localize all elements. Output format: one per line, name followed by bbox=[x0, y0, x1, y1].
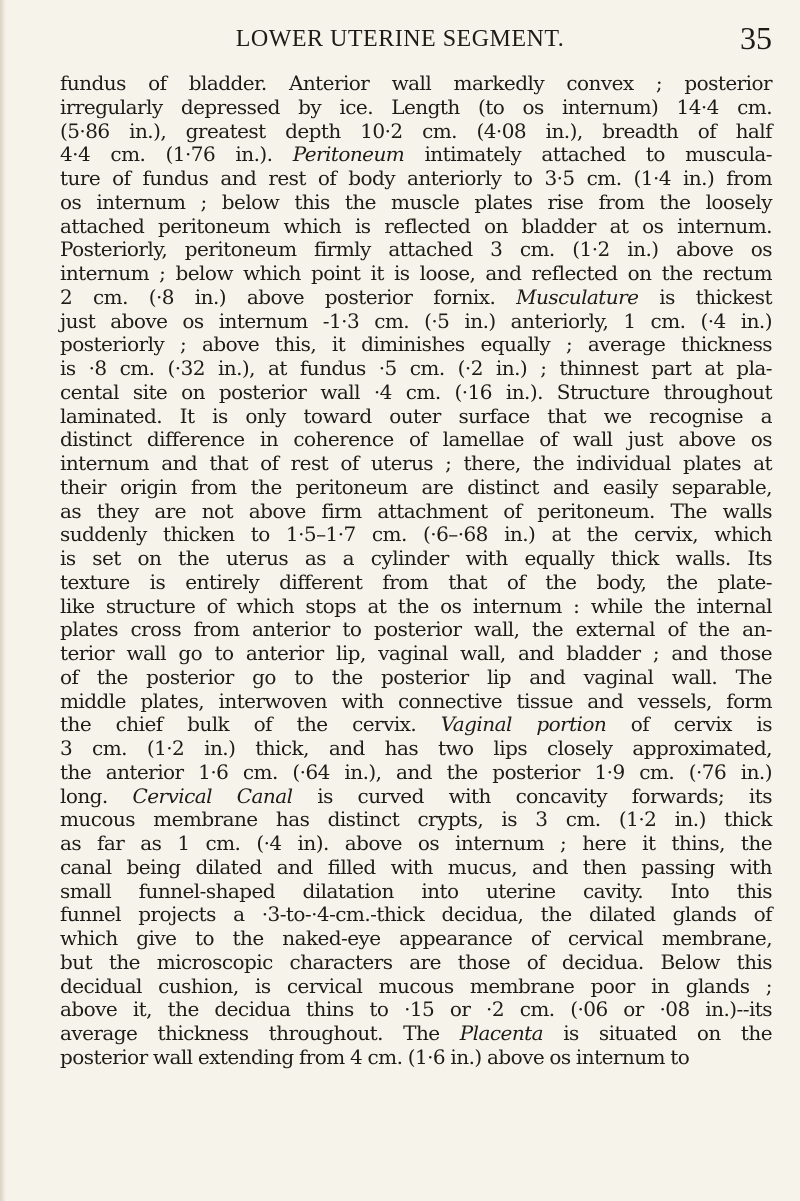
text-line bbox=[60, 523, 772, 547]
text-run: 4·4 cm. (1·76 in.). bbox=[60, 142, 293, 167]
text-run: internum and that of rest of uterus ; there, the individual plates at bbox=[60, 451, 772, 475]
text-run: above it, the decidua thins to ·15 or ·2 cm. (·06 or ·08 in.)--its bbox=[60, 997, 772, 1022]
text-run: posterior wall extending from 4 cm. (1·6 in.) above os internum to bbox=[60, 1044, 690, 1069]
text-run: is thickest bbox=[638, 284, 773, 309]
text-line bbox=[60, 96, 772, 120]
text-run: is curved with concavity forwards; its bbox=[292, 783, 772, 808]
text-run: texture is entirely different from that of the body, the plate- bbox=[60, 569, 772, 594]
text-run: distinct difference in coherence of lamellae of wall just above os bbox=[60, 427, 772, 452]
italic-term: Peritoneum bbox=[292, 142, 405, 167]
text-line bbox=[60, 642, 772, 666]
text-run: just above os internum -1·3 cm. (·5 in.) anteriorly, 1 cm. (·4 in.) bbox=[60, 308, 772, 333]
text-line bbox=[60, 975, 772, 999]
text-run: canal being dilated and filled with mucus, and then passing with bbox=[60, 854, 772, 879]
text-line bbox=[60, 1046, 772, 1070]
text-run: of cervix is bbox=[606, 712, 772, 737]
text-run: intimately attached to muscula- bbox=[404, 142, 772, 167]
text-line bbox=[60, 737, 772, 761]
text-run: mucous membrane has distinct crypts, is 3 cm. (1·2 in.) thick bbox=[60, 807, 772, 832]
text-line bbox=[60, 167, 772, 191]
text-line bbox=[60, 286, 772, 310]
text-line bbox=[60, 262, 772, 286]
text-run: os internum ; below this the muscle plates rise from the loosely bbox=[60, 189, 772, 214]
text-run: the chief bulk of the cervix. bbox=[60, 712, 441, 737]
page-edge-shadow bbox=[0, 0, 6, 1201]
text-line bbox=[60, 571, 772, 595]
text-line bbox=[60, 666, 772, 690]
text-run: is set on the uterus as a cylinder with equally thick walls. Its bbox=[60, 546, 772, 570]
running-title: LOWER UTERINE SEGMENT. bbox=[235, 26, 565, 52]
text-run: ture of fundus and rest of body anteriorly to 3·5 cm. (1·4 in.) from bbox=[60, 166, 772, 190]
text-run: suddenly thicken to 1·5–1·7 cm. (·6–·68 in.) at the cervix, which bbox=[60, 522, 772, 547]
italic-term: Cervical Canal bbox=[132, 783, 293, 808]
italic-term: Placenta bbox=[459, 1021, 544, 1045]
text-run: fundus of bladder. Anterior wall markedly convex ; posterior bbox=[60, 71, 772, 95]
text-line bbox=[60, 476, 772, 500]
text-line bbox=[60, 381, 772, 405]
text-line bbox=[60, 618, 772, 642]
text-run: posteriorly ; above this, it diminishes equally ; average thickness bbox=[60, 332, 772, 357]
text-run: like structure of which stops at the os internum : while the internal bbox=[60, 593, 772, 618]
text-line bbox=[60, 713, 772, 737]
running-head bbox=[0, 20, 800, 56]
text-line bbox=[60, 927, 772, 951]
text-run: their origin from the peritoneum are distinct and easily separable, bbox=[60, 474, 772, 499]
text-line bbox=[60, 856, 772, 880]
text-run: average thickness throughout. The bbox=[60, 1021, 460, 1045]
text-line bbox=[60, 1022, 772, 1046]
text-run: plates cross from anterior to posterior wall, the external of the an- bbox=[60, 617, 772, 642]
text-line bbox=[60, 452, 772, 476]
text-run: is situated on the bbox=[543, 1021, 773, 1045]
text-line bbox=[60, 143, 772, 167]
text-line bbox=[60, 761, 772, 785]
text-run: but the microscopic characters are those of decidua. Below this bbox=[60, 949, 772, 974]
text-line bbox=[60, 690, 772, 714]
text-run: (5·86 in.), greatest depth 10·2 cm. (4·08 in.), breadth of half bbox=[60, 118, 772, 143]
text-line bbox=[60, 333, 772, 357]
text-run: as far as 1 cm. (·4 in). above os internum ; here it thins, the bbox=[60, 831, 772, 855]
text-line bbox=[60, 832, 772, 856]
text-run: attached peritoneum which is reflected on bladder at os internum. bbox=[60, 213, 772, 238]
text-line bbox=[60, 405, 772, 429]
text-run: irregularly depressed by ice. Length (to os internum) 14·4 cm. bbox=[60, 94, 772, 119]
text-line bbox=[60, 238, 772, 262]
text-run: of the posterior go to the posterior lip and vaginal wall. The bbox=[60, 664, 772, 689]
text-line bbox=[60, 951, 772, 975]
text-line bbox=[60, 547, 772, 571]
text-line bbox=[60, 191, 772, 215]
text-run: laminated. It is only toward outer surface that we recognise a bbox=[60, 403, 772, 428]
text-run: cental site on posterior wall ·4 cm. (·16 in.). Structure throughout bbox=[60, 379, 772, 404]
text-run: 3 cm. (1·2 in.) thick, and has two lips closely approximated, bbox=[60, 736, 772, 760]
text-line bbox=[60, 903, 772, 927]
body-text bbox=[60, 72, 772, 1070]
text-line bbox=[60, 785, 772, 809]
text-run: the anterior 1·6 cm. (·64 in.), and the posterior 1·9 cm. (·76 in.) bbox=[60, 759, 772, 784]
page-number: 35 bbox=[740, 20, 772, 56]
italic-term: Musculature bbox=[516, 284, 639, 309]
text-line bbox=[60, 880, 772, 904]
text-run: small funnel-shaped dilatation into uterine cavity. Into this bbox=[60, 878, 772, 903]
text-run: 2 cm. (·8 in.) above posterior fornix. bbox=[60, 284, 517, 309]
text-line bbox=[60, 215, 772, 239]
text-run: which give to the naked-eye appearance of cervical membrane, bbox=[60, 926, 772, 950]
text-line bbox=[60, 428, 772, 452]
text-line bbox=[60, 357, 772, 381]
text-line bbox=[60, 72, 772, 96]
text-run: decidual cushion, is cervical mucous membrane poor in glands ; bbox=[60, 973, 772, 998]
text-run: middle plates, interwoven with connective tissue and vessels, form bbox=[60, 688, 772, 713]
text-run: terior wall go to anterior lip, vaginal wall, and bladder ; and those bbox=[60, 641, 772, 665]
italic-term: Vaginal portion bbox=[440, 712, 607, 737]
text-run: as they are not above firm attachment of peritoneum. The walls bbox=[60, 498, 772, 523]
text-line bbox=[60, 120, 772, 144]
text-run: internum ; below which point it is loose, and reflected on the rectum bbox=[60, 261, 772, 285]
text-run: is ·8 cm. (·32 in.), at fundus ·5 cm. (·2 in.) ; thinnest part at pla- bbox=[60, 356, 772, 380]
text-line bbox=[60, 998, 772, 1022]
text-line bbox=[60, 595, 772, 619]
text-run: Posteriorly, peritoneum firmly attached 3 cm. (1·2 in.) above os bbox=[60, 237, 772, 262]
text-line bbox=[60, 500, 772, 524]
text-line bbox=[60, 808, 772, 832]
text-run: funnel projects a ·3-to-·4-cm.-thick decidua, the dilated glands of bbox=[60, 902, 772, 927]
text-run: long. bbox=[60, 783, 133, 808]
text-line bbox=[60, 310, 772, 334]
